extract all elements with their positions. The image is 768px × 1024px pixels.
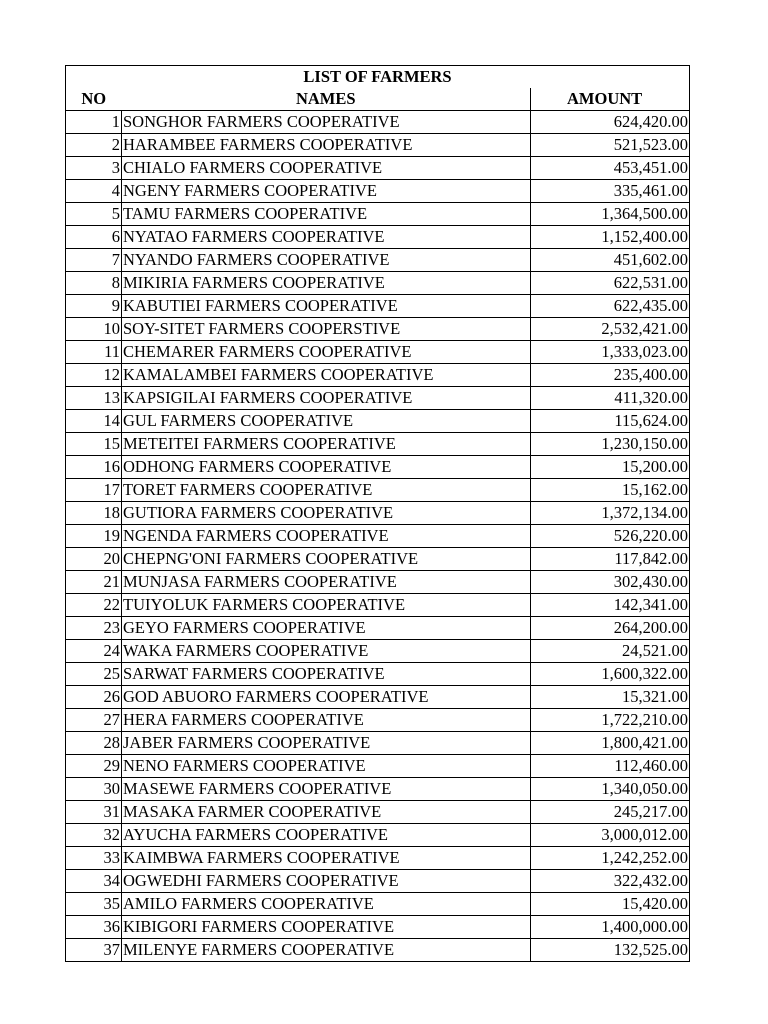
farmer-name-cell: NYATAO FARMERS COOPERATIVE: [122, 226, 531, 249]
amount-cell: 1,230,150.00: [531, 433, 690, 456]
column-header-no: NO: [66, 88, 122, 111]
table-row: [66, 755, 690, 778]
table-row: [66, 893, 690, 916]
row-number-cell: 7: [66, 249, 122, 272]
farmer-name-cell: NGENY FARMERS COOPERATIVE: [122, 180, 531, 203]
row-number-cell: 21: [66, 571, 122, 594]
farmer-name-cell: HARAMBEE FARMERS COOPERATIVE: [122, 134, 531, 157]
column-header-names: NAMES: [122, 88, 531, 111]
row-number-cell: 35: [66, 893, 122, 916]
farmer-name-cell: GOD ABUORO FARMERS COOPERATIVE: [122, 686, 531, 709]
amount-cell: 24,521.00: [531, 640, 690, 663]
row-number-cell: 34: [66, 870, 122, 893]
farmer-name-cell: MASAKA FARMER COOPERATIVE: [122, 801, 531, 824]
row-number-cell: 19: [66, 525, 122, 548]
amount-cell: 1,600,322.00: [531, 663, 690, 686]
row-number-cell: 5: [66, 203, 122, 226]
farmer-name-cell: NENO FARMERS COOPERATIVE: [122, 755, 531, 778]
amount-cell: 2,532,421.00: [531, 318, 690, 341]
table-row: [66, 617, 690, 640]
row-number-cell: 25: [66, 663, 122, 686]
amount-cell: 411,320.00: [531, 387, 690, 410]
table-row: [66, 318, 690, 341]
amount-cell: 264,200.00: [531, 617, 690, 640]
row-number-cell: 6: [66, 226, 122, 249]
amount-cell: 1,800,421.00: [531, 732, 690, 755]
amount-cell: 1,340,050.00: [531, 778, 690, 801]
row-number-cell: 15: [66, 433, 122, 456]
amount-cell: 453,451.00: [531, 157, 690, 180]
row-number-cell: 8: [66, 272, 122, 295]
farmer-name-cell: GUTIORA FARMERS COOPERATIVE: [122, 502, 531, 525]
farmer-name-cell: SONGHOR FARMERS COOPERATIVE: [122, 111, 531, 134]
row-number-cell: 12: [66, 364, 122, 387]
table-row: [66, 111, 690, 134]
table-row: [66, 272, 690, 295]
row-number-cell: 14: [66, 410, 122, 433]
table-row: [66, 479, 690, 502]
farmer-name-cell: ODHONG FARMERS COOPERATIVE: [122, 456, 531, 479]
farmer-name-cell: MUNJASA FARMERS COOPERATIVE: [122, 571, 531, 594]
amount-cell: 1,372,134.00: [531, 502, 690, 525]
table-row: [66, 801, 690, 824]
farmer-name-cell: KAIMBWA FARMERS COOPERATIVE: [122, 847, 531, 870]
table-row: [66, 226, 690, 249]
farmer-name-cell: MIKIRIA FARMERS COOPERATIVE: [122, 272, 531, 295]
table-row: [66, 571, 690, 594]
title-row: [66, 66, 690, 89]
amount-cell: 3,000,012.00: [531, 824, 690, 847]
table-row: [66, 778, 690, 801]
table-row: [66, 295, 690, 318]
table-row: [66, 410, 690, 433]
table-row: [66, 916, 690, 939]
amount-cell: 302,430.00: [531, 571, 690, 594]
farmer-name-cell: KIBIGORI FARMERS COOPERATIVE: [122, 916, 531, 939]
amount-cell: 1,152,400.00: [531, 226, 690, 249]
farmers-table: [65, 65, 690, 962]
farmer-name-cell: NGENDA FARMERS COOPERATIVE: [122, 525, 531, 548]
table-row: [66, 847, 690, 870]
farmer-name-cell: GEYO FARMERS COOPERATIVE: [122, 617, 531, 640]
amount-cell: 142,341.00: [531, 594, 690, 617]
table-row: [66, 249, 690, 272]
row-number-cell: 4: [66, 180, 122, 203]
amount-cell: 15,162.00: [531, 479, 690, 502]
amount-cell: 132,525.00: [531, 939, 690, 962]
farmer-name-cell: KAPSIGILAI FARMERS COOPERATIVE: [122, 387, 531, 410]
farmer-name-cell: SOY-SITET FARMERS COOPERSTIVE: [122, 318, 531, 341]
farmer-name-cell: KAMALAMBEI FARMERS COOPERATIVE: [122, 364, 531, 387]
table-row: [66, 594, 690, 617]
amount-cell: 245,217.00: [531, 801, 690, 824]
row-number-cell: 33: [66, 847, 122, 870]
farmer-name-cell: OGWEDHI FARMERS COOPERATIVE: [122, 870, 531, 893]
amount-cell: 1,364,500.00: [531, 203, 690, 226]
table-row: [66, 525, 690, 548]
farmer-name-cell: MASEWE FARMERS COOPERATIVE: [122, 778, 531, 801]
row-number-cell: 31: [66, 801, 122, 824]
farmer-name-cell: HERA FARMERS COOPERATIVE: [122, 709, 531, 732]
row-number-cell: 23: [66, 617, 122, 640]
amount-cell: 1,722,210.00: [531, 709, 690, 732]
farmer-name-cell: AMILO FARMERS COOPERATIVE: [122, 893, 531, 916]
row-number-cell: 24: [66, 640, 122, 663]
row-number-cell: 17: [66, 479, 122, 502]
farmer-name-cell: WAKA FARMERS COOPERATIVE: [122, 640, 531, 663]
table-row: [66, 709, 690, 732]
farmer-name-cell: CHEMARER FARMERS COOPERATIVE: [122, 341, 531, 364]
row-number-cell: 27: [66, 709, 122, 732]
amount-cell: 235,400.00: [531, 364, 690, 387]
table-row: [66, 203, 690, 226]
amount-cell: 622,531.00: [531, 272, 690, 295]
amount-cell: 1,400,000.00: [531, 916, 690, 939]
farmer-name-cell: AYUCHA FARMERS COOPERATIVE: [122, 824, 531, 847]
row-number-cell: 37: [66, 939, 122, 962]
table-row: [66, 433, 690, 456]
table-row: [66, 824, 690, 847]
row-number-cell: 3: [66, 157, 122, 180]
row-number-cell: 28: [66, 732, 122, 755]
row-number-cell: 9: [66, 295, 122, 318]
farmer-name-cell: KABUTIEI FARMERS COOPERATIVE: [122, 295, 531, 318]
row-number-cell: 22: [66, 594, 122, 617]
amount-cell: 622,435.00: [531, 295, 690, 318]
farmer-name-cell: CHEPNG'ONI FARMERS COOPERATIVE: [122, 548, 531, 571]
farmer-name-cell: JABER FARMERS COOPERATIVE: [122, 732, 531, 755]
table-row: [66, 456, 690, 479]
row-number-cell: 10: [66, 318, 122, 341]
table-row: [66, 870, 690, 893]
table-body: [66, 111, 690, 962]
row-number-cell: 2: [66, 134, 122, 157]
farmer-name-cell: MILENYE FARMERS COOPERATIVE: [122, 939, 531, 962]
farmer-name-cell: TUIYOLUK FARMERS COOPERATIVE: [122, 594, 531, 617]
row-number-cell: 36: [66, 916, 122, 939]
row-number-cell: 11: [66, 341, 122, 364]
table-row: [66, 364, 690, 387]
amount-cell: 117,842.00: [531, 548, 690, 571]
farmers-sheet: [65, 65, 689, 962]
table-row: [66, 502, 690, 525]
row-number-cell: 32: [66, 824, 122, 847]
farmer-name-cell: GUL FARMERS COOPERATIVE: [122, 410, 531, 433]
table-row: [66, 341, 690, 364]
row-number-cell: 20: [66, 548, 122, 571]
table-row: [66, 939, 690, 962]
amount-cell: 335,461.00: [531, 180, 690, 203]
amount-cell: 15,321.00: [531, 686, 690, 709]
farmer-name-cell: TAMU FARMERS COOPERATIVE: [122, 203, 531, 226]
row-number-cell: 16: [66, 456, 122, 479]
row-number-cell: 1: [66, 111, 122, 134]
farmer-name-cell: CHIALO FARMERS COOPERATIVE: [122, 157, 531, 180]
amount-cell: 115,624.00: [531, 410, 690, 433]
row-number-cell: 30: [66, 778, 122, 801]
row-number-cell: 18: [66, 502, 122, 525]
farmer-name-cell: TORET FARMERS COOPERATIVE: [122, 479, 531, 502]
table-row: [66, 663, 690, 686]
row-number-cell: 13: [66, 387, 122, 410]
table-row: [66, 640, 690, 663]
amount-cell: 451,602.00: [531, 249, 690, 272]
amount-cell: 15,200.00: [531, 456, 690, 479]
row-number-cell: 29: [66, 755, 122, 778]
amount-cell: 624,420.00: [531, 111, 690, 134]
table-row: [66, 732, 690, 755]
amount-cell: 15,420.00: [531, 893, 690, 916]
farmer-name-cell: NYANDO FARMERS COOPERATIVE: [122, 249, 531, 272]
amount-cell: 322,432.00: [531, 870, 690, 893]
table-row: [66, 686, 690, 709]
table-row: [66, 157, 690, 180]
row-number-cell: 26: [66, 686, 122, 709]
column-header-amount: AMOUNT: [531, 88, 690, 111]
table-row: [66, 134, 690, 157]
table-row: [66, 180, 690, 203]
amount-cell: 521,523.00: [531, 134, 690, 157]
amount-cell: 1,242,252.00: [531, 847, 690, 870]
table-row: [66, 387, 690, 410]
farmer-name-cell: METEITEI FARMERS COOPERATIVE: [122, 433, 531, 456]
table-title: LIST OF FARMERS: [66, 66, 690, 89]
table-row: [66, 548, 690, 571]
amount-cell: 1,333,023.00: [531, 341, 690, 364]
farmer-name-cell: SARWAT FARMERS COOPERATIVE: [122, 663, 531, 686]
header-row: [66, 88, 690, 111]
amount-cell: 112,460.00: [531, 755, 690, 778]
amount-cell: 526,220.00: [531, 525, 690, 548]
